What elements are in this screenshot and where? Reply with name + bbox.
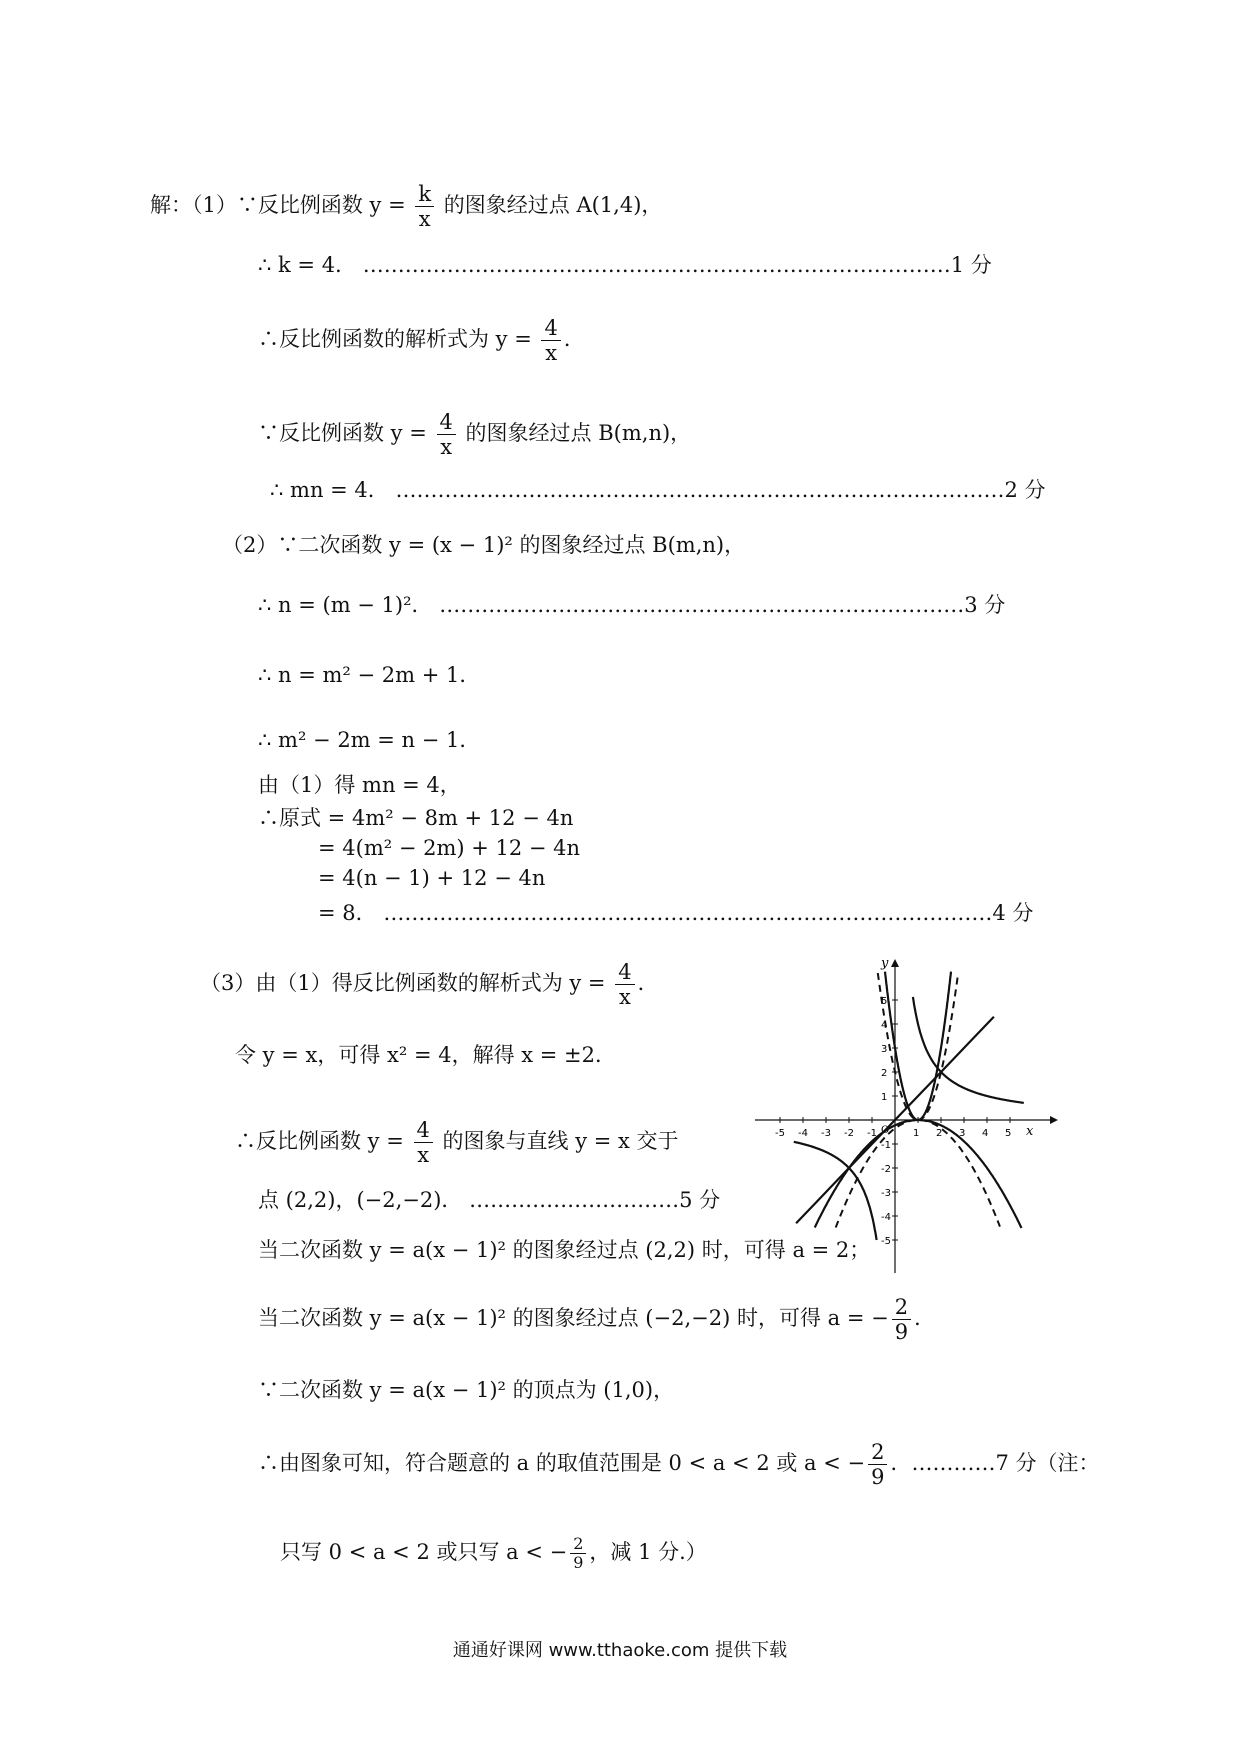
leader-dots: ………………………………………………………………… <box>439 593 965 617</box>
line-3: ∴反比例函数的解析式为 y = $\frac{4}{x}$ ． <box>258 316 585 365</box>
curves <box>794 972 1024 1240</box>
footer-source: 通通好课网 www.tthaoke.com 提供下载 <box>452 1640 788 1661</box>
x-axis-label: x <box>1026 1124 1034 1139</box>
y-tick-label: -1 <box>881 1140 891 1151</box>
line-17: ∴反比例函数 y = $\frac{4}{x}$ 的图象与直线 y = x 交于 <box>235 1118 679 1167</box>
x-tick-label: -3 <box>821 1128 831 1139</box>
x-tick-label: -1 <box>867 1128 877 1139</box>
axes <box>755 956 1058 1273</box>
y-tick-label: 1 <box>881 1092 888 1103</box>
x-tick-label: -5 <box>775 1128 785 1139</box>
leader-dots: …………………………………………………………………………… <box>395 478 1005 502</box>
line-23: 只写 0 < a < 2 或只写 a < − $\frac{2}{9}$ ，减 1 分.） <box>280 1534 707 1572</box>
y-tick-label: -2 <box>881 1164 891 1175</box>
leader-dots: ………………………………………………………………………… <box>362 253 951 277</box>
score: 3 分 <box>964 593 1006 617</box>
line-6: （2）∵二次函数 y = (x − 1)² 的图象经过点 B(m,n)， <box>222 533 746 557</box>
score: 2 分 <box>1004 478 1046 502</box>
line-8: ∴ n = m² − 2m + 1． <box>258 663 481 687</box>
line-4: ∵反比例函数 y = $\frac{4}{x}$ 的图象经过点 B(m,n)， <box>258 410 692 459</box>
x-tick-label: -2 <box>844 1128 854 1139</box>
line-11: ∴原式 = 4m² − 8m + 12 − 4n <box>258 806 574 830</box>
parabola-a-2-dashed <box>878 973 959 1120</box>
leader-dots: ………………………… <box>469 1188 680 1212</box>
line-18: 点 (2,2)，(−2,−2)． …………………………5 分 <box>258 1188 721 1212</box>
x-tick-label: 5 <box>1005 1128 1012 1139</box>
fraction: $\frac{2}{9}$ <box>868 1440 887 1489</box>
y-tick-label: -5 <box>881 1236 891 1247</box>
line-7: ∴ n = (m − 1)²． …………………………………………………………………3 分 <box>258 593 1006 617</box>
hyperbola-branch-positive <box>913 997 1024 1103</box>
line-22: ∴由图象可知，符合题意的 a 的取值范围是 0 < a < 2 或 a < − $\frac{2}{9}$ ．…………7 分（注： <box>258 1440 1100 1489</box>
fraction: $\frac{4}{x}$ <box>437 410 456 459</box>
x-axis-arrow <box>1050 1116 1058 1124</box>
fraction: $\frac{2}{9}$ <box>570 1535 586 1572</box>
score: 5 分 <box>679 1188 721 1212</box>
x-tick-label: -4 <box>798 1128 808 1139</box>
line-9: ∴ m² − 2m = n − 1． <box>258 728 481 752</box>
line-1: 解：（1）∵反比例函数 y = $\frac{k}{x}$ 的图象经过点 A(1,4)， <box>150 182 663 231</box>
score: 4 分 <box>992 901 1034 925</box>
x-tick-label: 3 <box>959 1128 966 1139</box>
y-tick-label: 2 <box>881 1068 888 1079</box>
y-tick-label: 5 <box>881 996 888 1007</box>
leader-dots: …………………………………………………………………………… <box>383 901 993 925</box>
y-tick-label: -3 <box>881 1188 891 1199</box>
fraction: $\frac{4}{x}$ <box>615 960 634 1009</box>
x-tick-label: 1 <box>913 1128 920 1139</box>
line-14: = 8． ……………………………………………………………………………4 分 <box>318 901 1034 925</box>
y-tick-label: -4 <box>881 1212 891 1223</box>
x-tick-label: 2 <box>936 1128 943 1139</box>
score: 1 分 <box>950 253 992 277</box>
line-2: ∴ k = 4． …………………………………………………………………………1 分 <box>258 253 992 277</box>
line-13: = 4(n − 1) + 12 − 4n <box>318 866 546 890</box>
fraction: $\frac{2}{9}$ <box>892 1295 911 1344</box>
line-20: 当二次函数 y = a(x − 1)² 的图象经过点 (−2,−2) 时，可得 a = − $\frac{2}{9}$ ． <box>258 1295 936 1344</box>
y-axis-label: y <box>881 956 889 971</box>
y-axis-arrow <box>891 959 899 967</box>
fraction: $\frac{4}{x}$ <box>414 1118 433 1167</box>
y-tick-label: 3 <box>881 1044 888 1055</box>
line-19: 当二次函数 y = a(x − 1)² 的图象经过点 (2,2) 时，可得 a = 2； <box>258 1238 871 1262</box>
line-21: ∵二次函数 y = a(x − 1)² 的顶点为 (1,0)， <box>258 1378 675 1402</box>
line-12: = 4(m² − 2m) + 12 − 4n <box>318 836 581 860</box>
line-5: ∴ mn = 4． ……………………………………………………………………………2 分 <box>270 478 1046 502</box>
fraction: $\frac{4}{x}$ <box>541 316 560 365</box>
origin-label: O <box>881 1125 890 1136</box>
line-15: （3）由（1）得反比例函数的解析式为 y = $\frac{4}{x}$ ． <box>200 960 659 1009</box>
line-16: 令 y = x，可得 x² = 4，解得 x = ±2． <box>235 1043 616 1067</box>
function-graph <box>750 955 1060 1275</box>
fraction: $\frac{k}{x}$ <box>415 182 434 231</box>
line-10: 由（1）得 mn = 4， <box>258 773 461 797</box>
y-tick-label: 4 <box>881 1020 888 1031</box>
x-tick-label: 4 <box>982 1128 989 1139</box>
